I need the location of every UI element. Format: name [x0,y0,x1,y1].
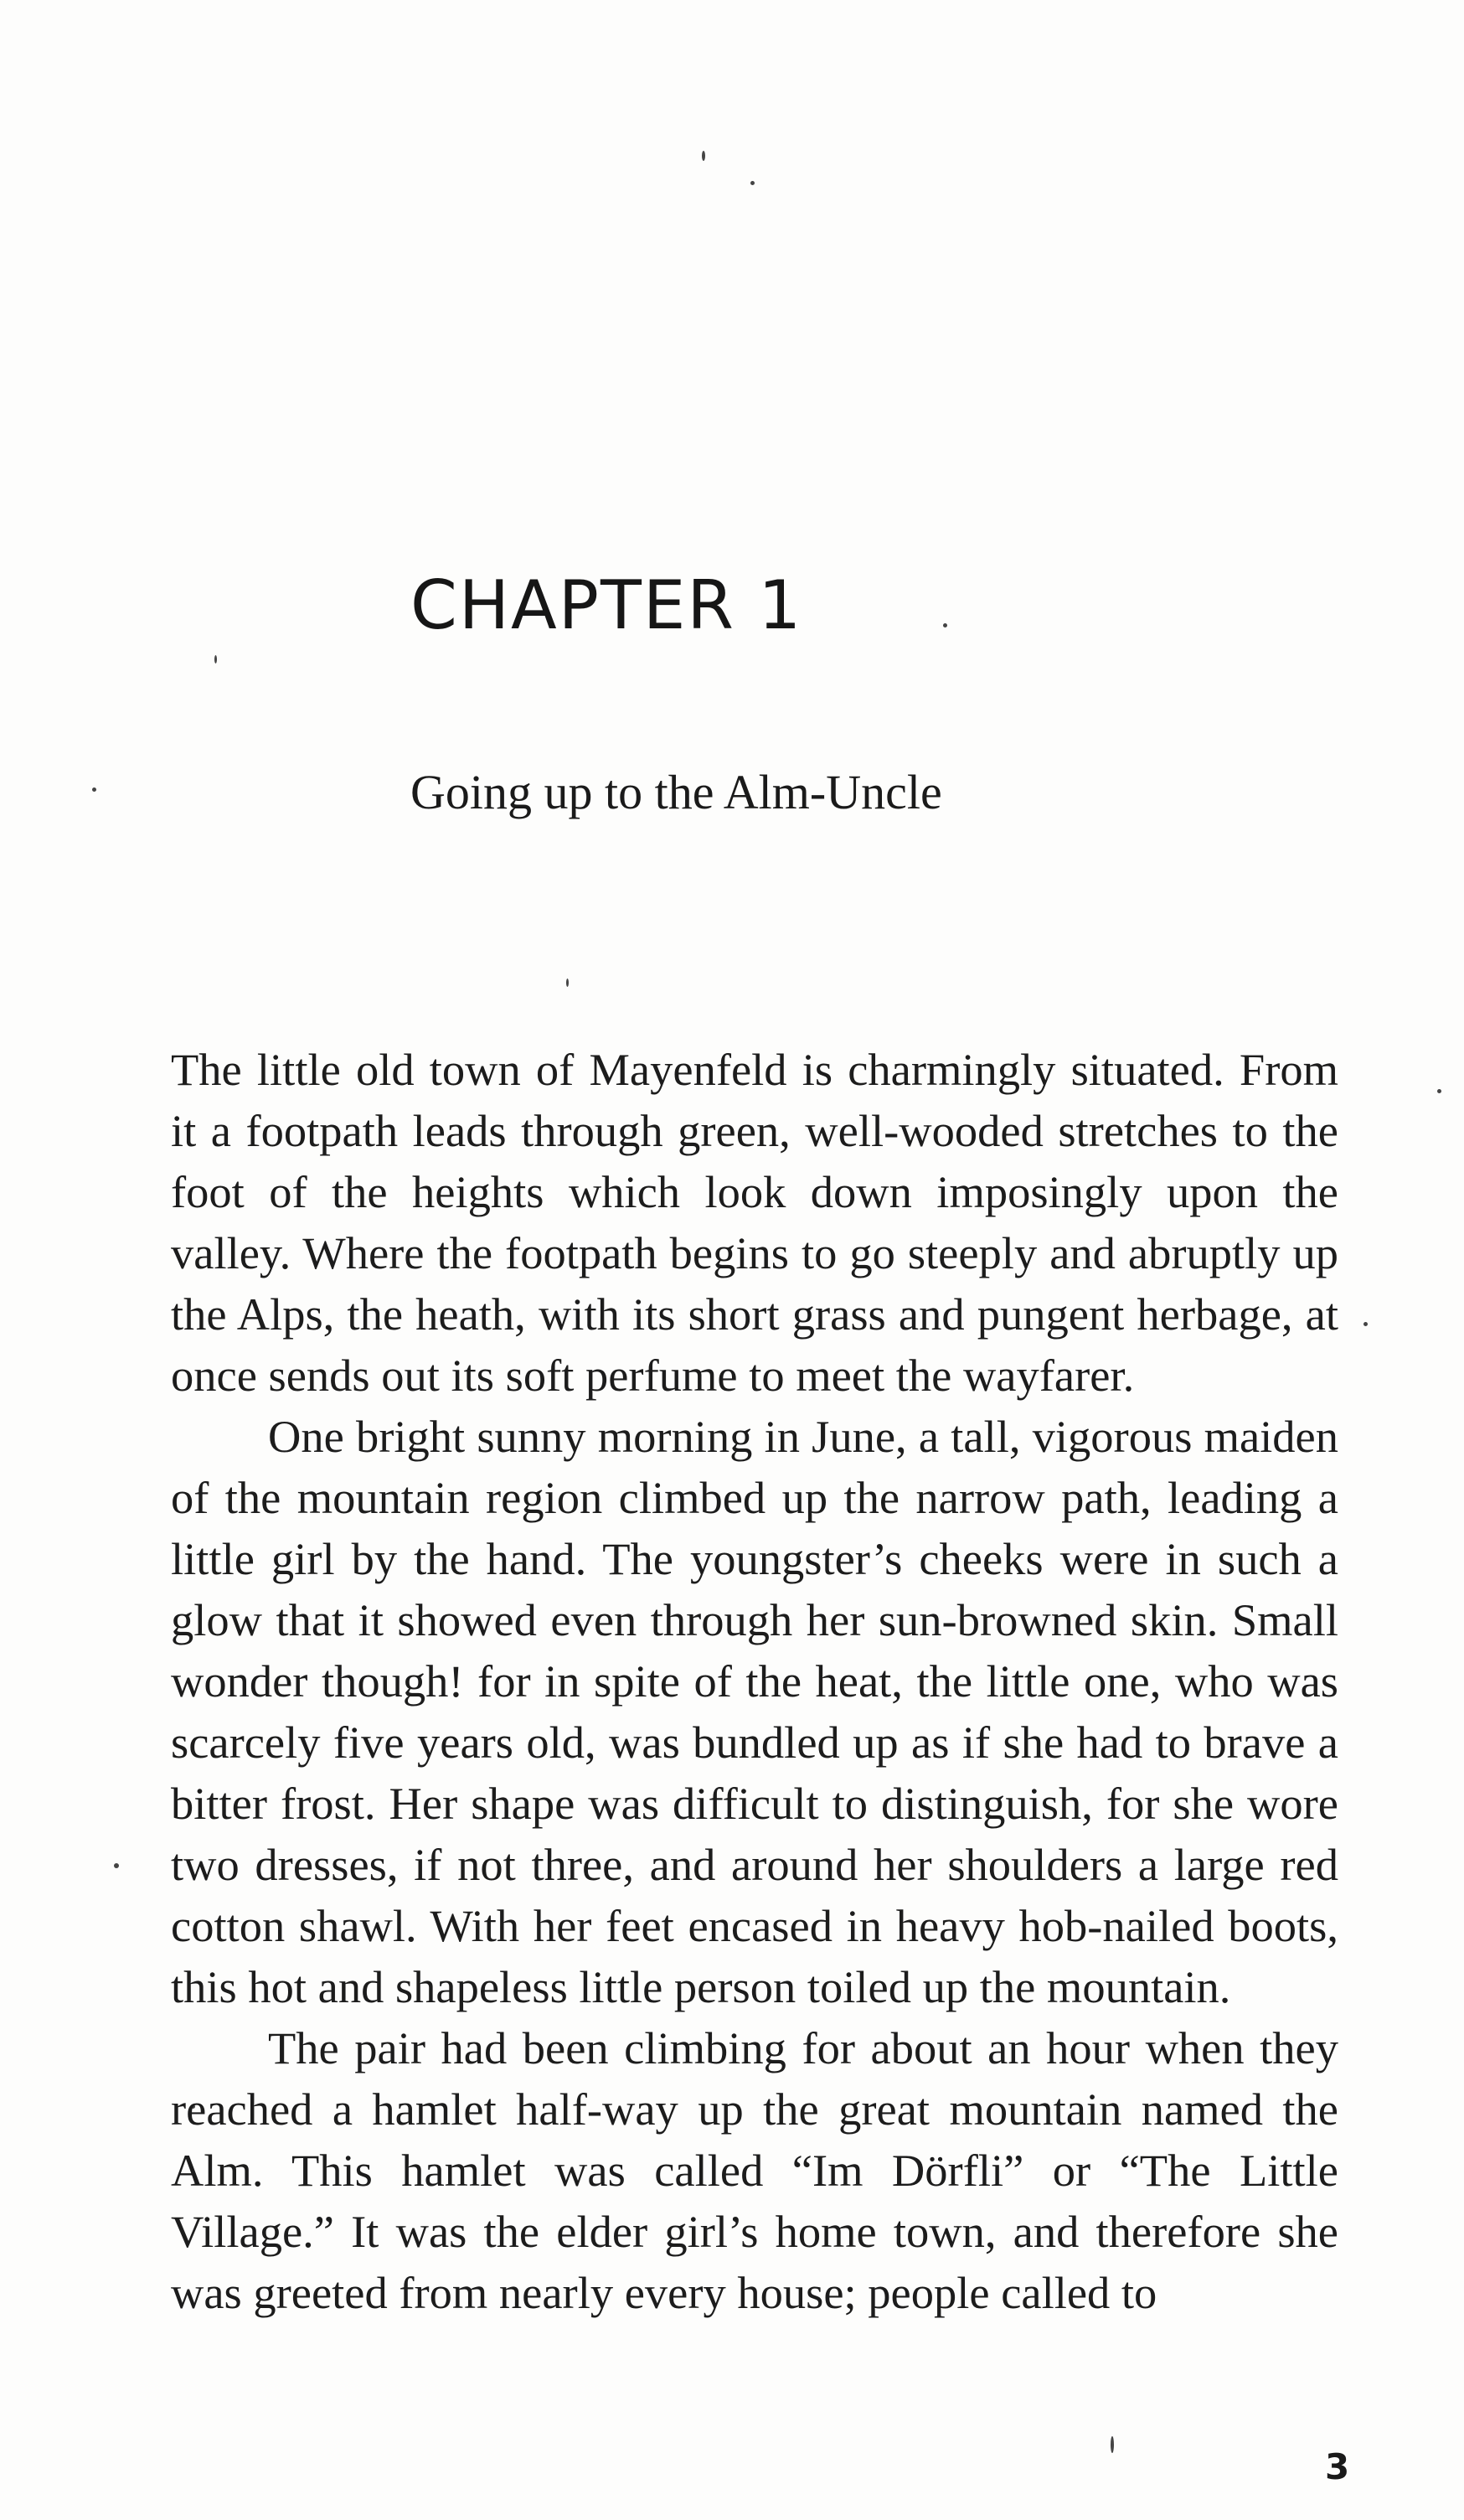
chapter-heading: CHAPTER 1 [410,566,803,644]
ink-speck [1363,1322,1368,1326]
ink-speck [1437,1089,1441,1093]
ink-speck [702,151,705,161]
paragraph: The little old town of Mayenfeld is charmingly situated. From it a footpath leads through green, well-wooded stretches to the foot of the heights which look down imposingly upon the valley. Where the footpath begins to go steeply and abruptly up the Alps, the heath, with its short grass and pungent herbage, at once sends out its soft perfume to meet the wayfarer. [171,1044,1338,1401]
ink-speck [566,979,569,987]
page-number: 3 [1325,2446,1350,2487]
ink-speck [92,788,96,792]
paragraph: The pair had been climbing for about an hour when they reached a hamlet half-way up the great mountain named the Alm. This hamlet was called “Im Dörfli” or “The Little Village.” It was the elder girl’s home town, and therefore she was greeted from nearly every house; people called to [171,2022,1338,2318]
ink-speck [114,1863,119,1868]
ink-speck [1111,2436,1114,2453]
ink-speck [943,623,947,627]
ink-speck [750,181,755,185]
chapter-title: Going up to the Alm-Uncle [410,765,942,819]
body-text [171,1039,1338,2323]
ink-speck [214,655,217,664]
paragraph: One bright sunny morning in June, a tall, vigorous maiden of the mountain region climbed up the narrow path, leading a little girl by the hand. The youngster’s cheeks were in such a glow that it showed even through her sun-browned skin. Small wonder though! for in spite of the heat, the little one, who was scarcely five years old, was bundled up as if she had to brave a bitter frost. Her shape was difficult to distinguish, for she wore two dresses, if not three, and around her shoulders a large red cotton shawl. With her feet encased in heavy hob-nailed boots, this hot and shapeless little person toiled up the mountain. [171,1411,1338,2012]
